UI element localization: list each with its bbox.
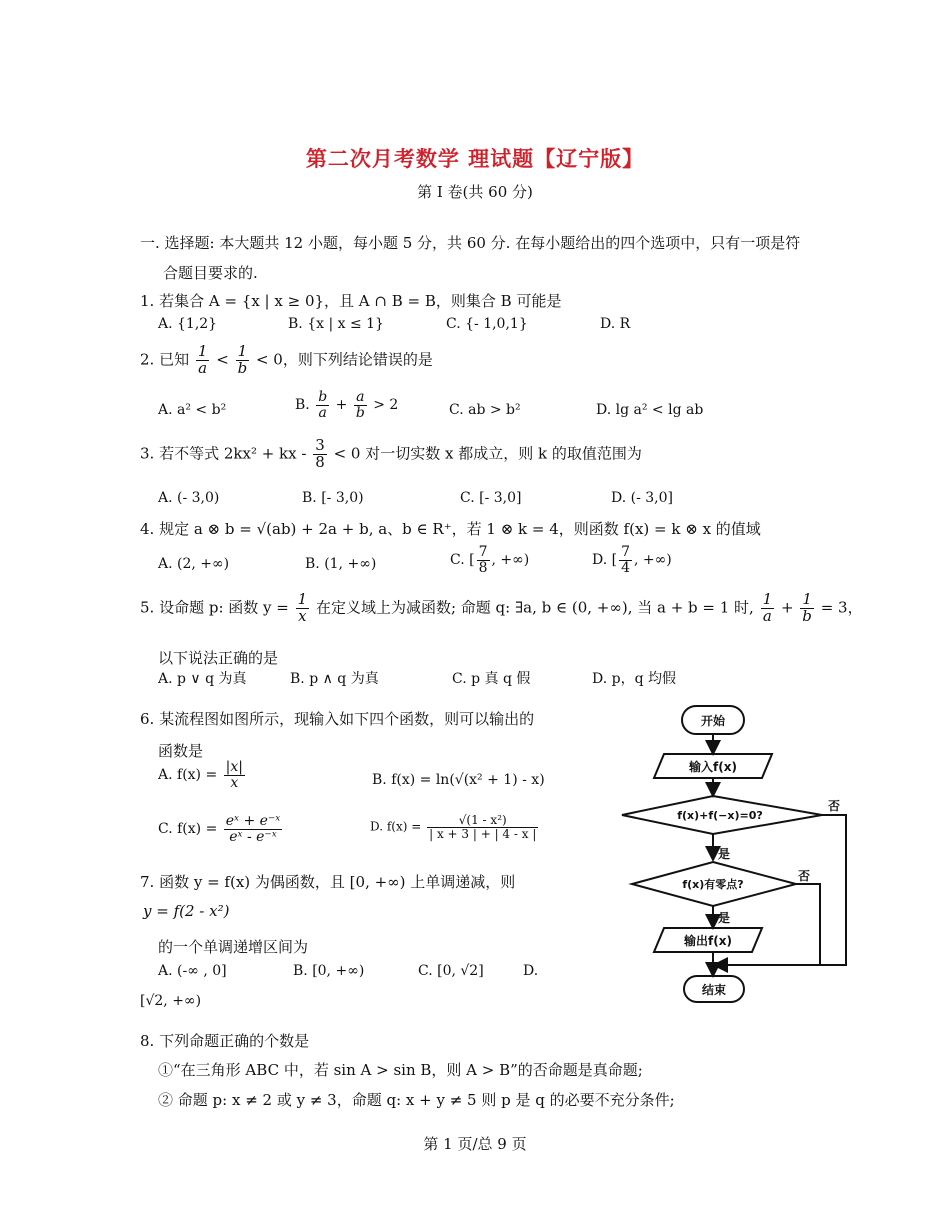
q1-option-b: B. {x | x ≤ 1} bbox=[288, 316, 384, 332]
q1-option-a: A. {1,2} bbox=[158, 316, 218, 332]
q3-option-c: C. [- 3,0] bbox=[460, 490, 522, 506]
q4-stem: 4. 规定 a ⊗ b = √(ab) + 2a + b, a、b ∈ R⁺，若 1 ⊗ k = 4，则函数 f(x) = k ⊗ x 的值域 bbox=[140, 520, 761, 538]
flow-input-label: 输入f(x) bbox=[689, 760, 737, 774]
q6-option-b: B. f(x) = ln(√(x² + 1) - x) bbox=[372, 772, 545, 788]
q2-option-d: D. lg a² < lg ab bbox=[596, 402, 704, 418]
q1-option-d: D. R bbox=[600, 316, 631, 332]
q4-option-b: B. (1, +∞) bbox=[305, 556, 377, 572]
q1-option-c: C. {- 1,0,1} bbox=[446, 316, 528, 332]
q7-option-c: C. [0, √2] bbox=[418, 963, 484, 979]
q4-option-c: C. [ $\frac{7}{8}$ , +∞) bbox=[450, 544, 530, 576]
flow-output-label: 输出f(x) bbox=[684, 934, 732, 948]
page-footer: 第 1 页/总 9 页 bbox=[423, 1135, 527, 1153]
flow-decision-2-label: f(x)有零点? bbox=[682, 878, 744, 891]
q2-stem: 2. 已知 $\frac{1}{a}$ < $\frac{1}{b}$ < 0，则下列结论错误的是 bbox=[140, 342, 433, 377]
q8-stem: 8. 下列命题正确的个数是 bbox=[140, 1032, 310, 1050]
q5-stem: 5. 设命题 p: 函数 y = $\frac{1}{x}$ 在定义域上为减函数; 命题 q: ∃a, b ∈ (0, +∞), 当 a + b = 1 时, $\frac{1}{a}$ + $\frac{1}{b}$ = 3， bbox=[140, 590, 863, 625]
q4-option-d: D. [ $\frac{7}{4}$ , +∞) bbox=[592, 544, 672, 576]
flow-yes-2: 是 bbox=[717, 911, 731, 925]
q6-option-a: A. f(x) = $\frac{|x|}{x}$ bbox=[158, 759, 243, 791]
q3-option-d: D. (- 3,0] bbox=[611, 490, 673, 506]
q7-option-a: A. (-∞ , 0] bbox=[158, 963, 227, 979]
q5-option-b: B. p ∧ q 为真 bbox=[290, 671, 379, 687]
q2-option-c: C. ab > b² bbox=[449, 402, 521, 418]
q7-function: y = f(2 - x²) bbox=[143, 902, 230, 920]
q7-stem-cont: 的一个单调递增区间为 bbox=[158, 938, 309, 956]
section-heading-cont: 合题目要求的. bbox=[163, 264, 258, 282]
q8-item-1: ①“在三角形 ABC 中，若 sin A > sin B，则 A > B”的否命题是真命题; bbox=[158, 1061, 643, 1079]
flowchart bbox=[612, 698, 852, 1010]
q2-option-b: B. $\frac{b}{a}$ + $\frac{a}{b}$ > 2 bbox=[295, 389, 399, 421]
q5-option-c: C. p 真 q 假 bbox=[452, 671, 531, 687]
q3-option-b: B. [- 3,0) bbox=[302, 490, 364, 506]
page-subtitle: 第 I 卷(共 60 分) bbox=[417, 183, 533, 201]
q5-option-a: A. p ∨ q 为真 bbox=[158, 671, 247, 687]
q6-stem: 6. 某流程图如图所示，现输入如下四个函数，则可以输出的 bbox=[140, 710, 535, 728]
q5-option-d: D. p，q 均假 bbox=[592, 671, 676, 687]
flow-yes-1: 是 bbox=[717, 847, 731, 861]
q2-option-a: A. a² < b² bbox=[158, 402, 227, 418]
q7-option-b: B. [0, +∞) bbox=[293, 963, 365, 979]
q3-stem: 3. 若不等式 2kx² + kx - $\frac{3}{8}$ < 0 对一切实数 x 都成立，则 k 的取值范围为 bbox=[140, 436, 642, 471]
q6-option-c: C. f(x) = $\frac{\text{eˣ + e⁻ˣ}}{\text{eˣ - e⁻ˣ}}$ bbox=[158, 813, 281, 845]
q5-stem-cont: 以下说法正确的是 bbox=[158, 649, 279, 667]
flow-start-label: 开始 bbox=[700, 714, 726, 728]
q7-option-d: D. bbox=[523, 963, 539, 979]
section-heading: 一. 选择题: 本大题共 12 小题，每小题 5 分，共 60 分. 在每小题给出的四个选项中，只有一项是符 bbox=[140, 234, 801, 252]
q3-option-a: A. (- 3,0) bbox=[158, 490, 220, 506]
q4-option-a: A. (2, +∞) bbox=[158, 556, 230, 572]
q6-stem-cont: 函数是 bbox=[158, 742, 204, 760]
flow-end-label: 结束 bbox=[701, 983, 727, 997]
q7-option-d-value: [√2, +∞) bbox=[140, 993, 202, 1009]
q8-item-2: ② 命题 p: x ≠ 2 或 y ≠ 3，命题 q: x + y ≠ 5 则 p 是 q 的必要不充分条件; bbox=[158, 1091, 675, 1109]
flow-decision-1-label: f(x)+f(−x)=0? bbox=[677, 809, 763, 822]
flow-no-1: 否 bbox=[827, 799, 841, 813]
q7-stem: 7. 函数 y = f(x) 为偶函数，且 [0, +∞) 上单调递减，则 bbox=[140, 873, 516, 891]
q1-stem: 1. 若集合 A = {x | x ≥ 0}，且 A ∩ B = B，则集合 B 可能是 bbox=[140, 292, 562, 310]
page-title: 第二次月考数学 理试题【辽宁版】 bbox=[305, 146, 645, 171]
flow-no-2: 否 bbox=[797, 869, 811, 883]
q6-option-d: D. f(x) = $\frac{\text{√(1 - x²)}}{| x + 3 | + | 4 - x |}$ bbox=[370, 813, 537, 841]
